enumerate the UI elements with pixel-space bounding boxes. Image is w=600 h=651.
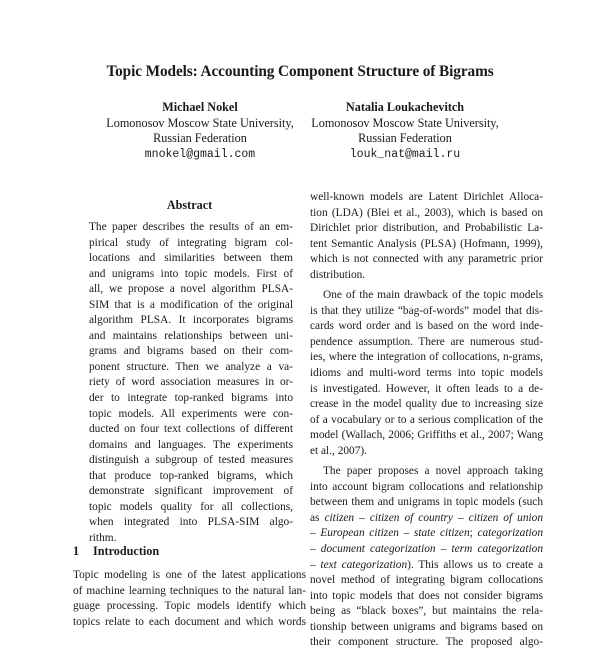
abstract-line: distinguish a subgroup of tested measures	[89, 454, 293, 467]
text-line: distribution.	[310, 268, 366, 281]
section-title: Introduction	[93, 544, 160, 558]
introduction-body	[73, 568, 306, 630]
example-terms: – document categorization – term categorization	[310, 543, 543, 556]
abstract-line: and maintains relationships between uni-	[89, 329, 293, 342]
abstract-line: locations and similarities between them	[89, 252, 293, 265]
text-line: tionship between unigrams and bigrams based on	[310, 620, 543, 633]
text-line: being as “black boxes”, but maintains the rela-	[310, 605, 543, 618]
text-run: as	[310, 511, 325, 524]
text-line: between them and unigrams in topic models (such	[310, 496, 543, 509]
author-affiliation: Lomonosov Moscow State University,	[311, 115, 499, 130]
intro-line: Topic modeling is one of the latest applications	[73, 569, 306, 581]
right-column	[310, 190, 543, 651]
example-terms: categorization	[477, 527, 543, 540]
author-name: Natalia Loukachevitch	[345, 100, 465, 114]
abstract-line: SIM that is a modification of the original	[89, 298, 293, 311]
abstract-line: rithm.	[89, 531, 117, 544]
abstract-body	[89, 220, 293, 546]
abstract-line: that produce top-ranked bigrams, which	[89, 469, 293, 482]
text-line: crease in the model quality due to increasing size	[310, 398, 543, 411]
text-line: into account bigram collocations and relationship	[310, 480, 543, 493]
paragraph	[310, 288, 543, 459]
abstract-heading: Abstract	[166, 198, 213, 212]
abstract-line: The paper describes the results of an em-	[89, 221, 293, 233]
text-line	[310, 542, 543, 558]
text-line: tent Semantic Analysis (PLSA) (Hofmann, 1999),	[310, 237, 543, 250]
text-line: is investigated. However, it often leads to a de-	[310, 382, 543, 395]
intro-line: guage processing. Topic models identify which	[73, 600, 306, 613]
abstract-line: riety of word association measures in or-	[89, 376, 293, 389]
text-line: ies, where the integration of collocations, n-grams,	[310, 351, 543, 364]
author-country: Russian Federation	[358, 131, 452, 145]
text-line: et al., 2007).	[310, 444, 368, 457]
text-line: novel method of integrating bigram collocations	[310, 574, 543, 587]
text-line: idioms and multi-word terms into topic models	[310, 367, 543, 380]
text-line: is that they utilize “bag-of-words” model that dis-	[310, 304, 543, 317]
text-line: The paper proposes a novel approach taking	[323, 465, 543, 478]
text-line: which is not connected with any parametric prior	[310, 253, 543, 266]
example-terms: citizen – citizen of country – citizen of union	[324, 511, 543, 524]
author-block-1	[95, 100, 305, 162]
abstract-line: domains and languages. The experiments	[89, 438, 293, 451]
text-line: cards word order and is based on the word inde-	[310, 320, 543, 333]
paper-title: Topic Models: Accounting Component Structure of Bigrams	[106, 63, 494, 80]
abstract-line: all, we propose a novel algorithm PLSA-	[89, 283, 293, 296]
text-run: ). This allows us to create a	[407, 558, 543, 571]
author-country: Russian Federation	[153, 131, 247, 145]
text-line	[310, 558, 543, 574]
abstract-line: pirical study of integrating bigram col-	[89, 236, 293, 249]
abstract-line: grams and bigrams based on their com-	[89, 345, 293, 358]
abstract-line: and unigrams into topic models. First of	[89, 267, 293, 280]
abstract-line: topic models quality for all collections,	[89, 500, 293, 513]
text-line: well-known models are Latent Dirichlet Alloca-	[310, 191, 543, 203]
example-terms: – text categorization	[310, 558, 408, 571]
section-number: 1	[73, 544, 80, 558]
author-block-2	[300, 100, 510, 162]
text-line: pendence assumption. There are numerous stud-	[310, 335, 543, 348]
abstract-line: when integrated into PLSA-SIM algo-	[89, 516, 293, 529]
abstract-line: ducted on four text collections of different	[89, 423, 293, 436]
abstract-line: demonstrate significant improvement of	[89, 485, 293, 498]
text-line: Dirichlet prior distribution, and Probabilistic La-	[310, 222, 543, 235]
text-line	[310, 526, 543, 542]
section-heading	[73, 544, 159, 559]
author-affiliation: Lomonosov Moscow State University,	[106, 115, 294, 130]
text-line: of a vocabulary or to a serious complication of the	[310, 413, 543, 426]
text-line: into topic models that does not consider bigrams	[310, 589, 543, 602]
author-email: mnokel@gmail.com	[144, 147, 256, 161]
abstract-line: algorithm PLSA. It incorporates bigrams	[89, 314, 293, 327]
text-line: tion (LDA) (Blei et al., 2003), which is based on	[310, 206, 543, 219]
text-line: model (Wallach, 2006; Griffiths et al., 2007; Wang	[310, 429, 543, 442]
author-email: louk_nat@mail.ru	[349, 147, 461, 161]
text-run: ;	[469, 527, 478, 540]
text-line: One of the main drawback of the topic models	[323, 289, 543, 302]
intro-line: topics relate to each document and which words	[73, 615, 306, 628]
paragraph	[310, 190, 543, 283]
abstract-line: der to integrate top-ranked bigrams into	[89, 392, 293, 405]
paragraph	[310, 464, 543, 651]
author-name: Michael Nokel	[162, 100, 238, 114]
intro-line: of machine learning techniques to the natural lan-	[73, 584, 306, 597]
abstract-line: ponent structure. Then we analyze a va-	[89, 360, 293, 373]
text-line	[310, 511, 543, 527]
abstract-line: topic models. All experiments were con-	[89, 407, 293, 420]
example-terms: – European citizen – state citizen	[310, 527, 470, 540]
text-line: their component structure. The proposed algo-	[310, 636, 543, 649]
